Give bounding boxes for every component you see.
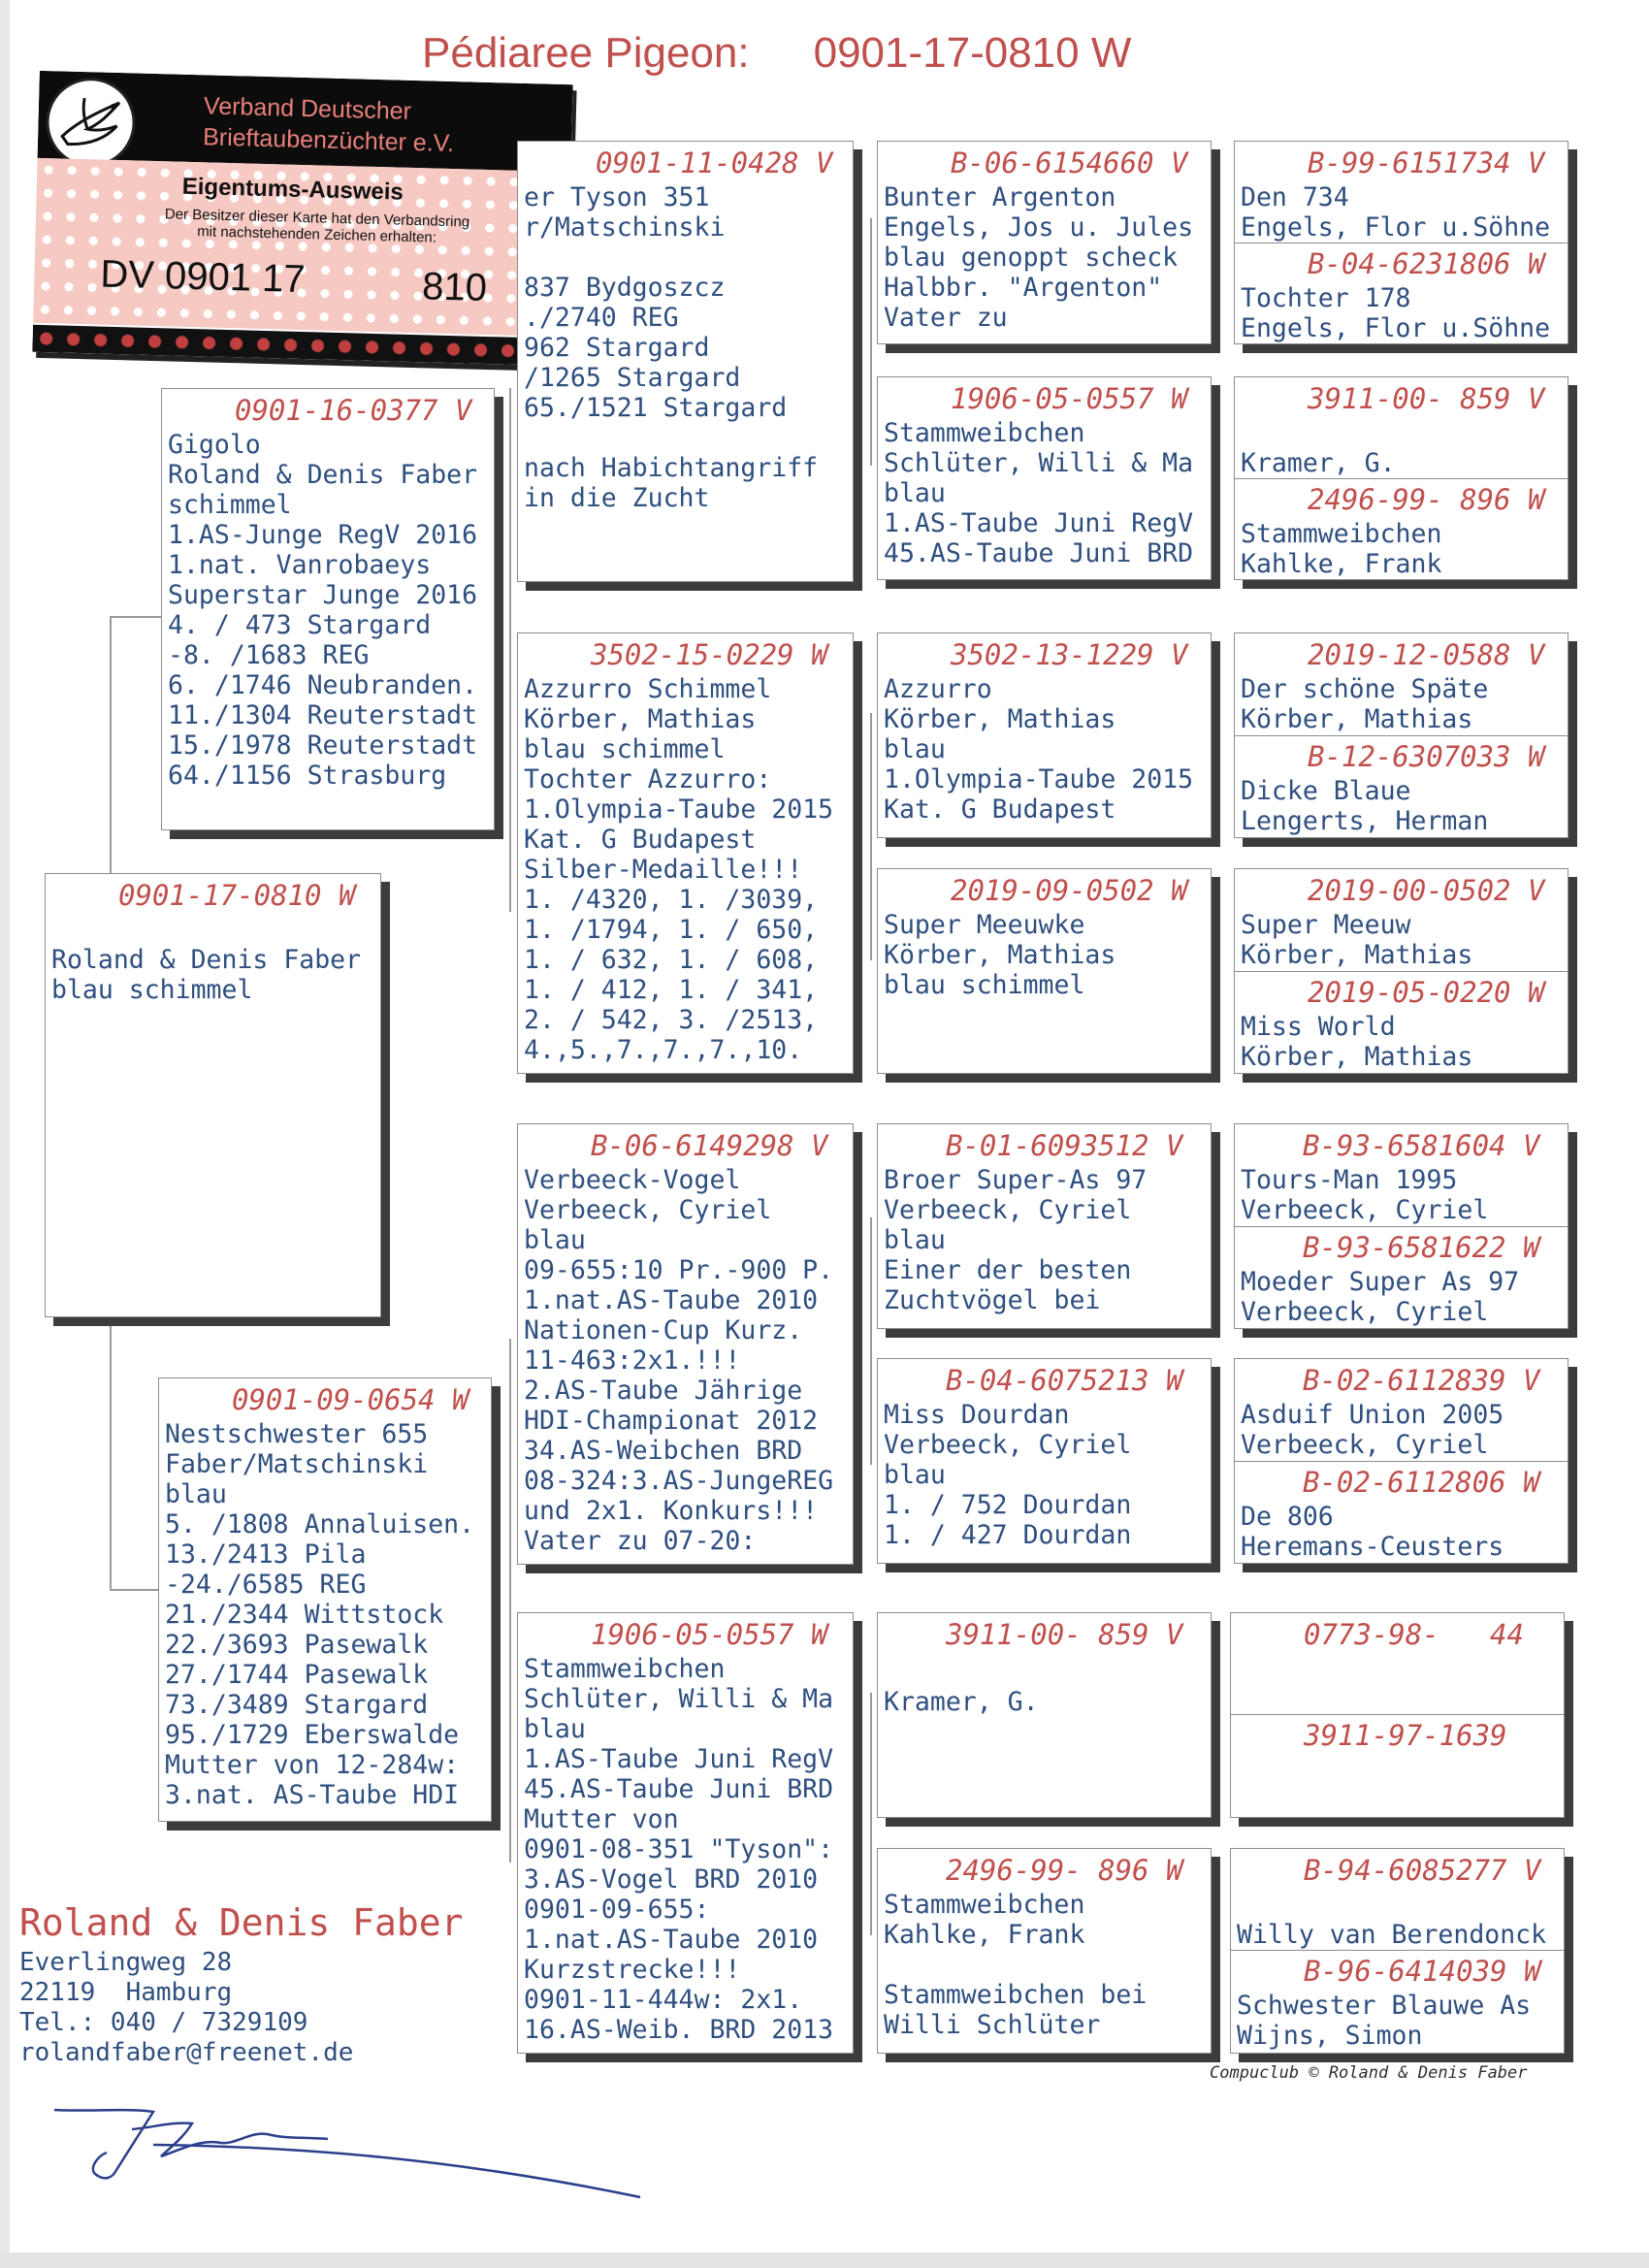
g4-top-ring-8: B-94-6085277 V bbox=[1304, 1854, 1541, 1887]
g3-box-3 bbox=[877, 632, 1212, 838]
g4-bottom-info-1: Tochter 178 Engels, Flor u.Söhne bbox=[1241, 283, 1551, 343]
fm-info: Azzurro Schimmel Körber, Mathias blau schimmel Tochter Azzurro: 1.Olympia-Taube 2015 Kat. G Budapest Silber-Medaille!!! 1. /4320, 1. /3039, 1. /1794, 1. / 650, 1. / 632, 1. / 608, 1. / 412, 1. / 341, 2. / 542, 3. /2513, 4.,5.,7.,7.,7.,10. bbox=[524, 674, 834, 1065]
g4-top-info-1: Den 734 Engels, Flor u.Söhne bbox=[1241, 182, 1551, 243]
g4-bottom-ring-8: B-96-6414039 W bbox=[1304, 1955, 1541, 1988]
ownership-card bbox=[32, 71, 572, 366]
card-number: 810 bbox=[421, 265, 488, 309]
g4-bottom-ring-3: B-12-6307033 W bbox=[1308, 740, 1545, 773]
g3-info-4: Super Meeuwke Körber, Mathias blau schimmel bbox=[884, 910, 1116, 1000]
g4-bottom-ring-1: B-04-6231806 W bbox=[1308, 247, 1545, 280]
g4-box-7 bbox=[1230, 1612, 1565, 1818]
pigeon-logo-icon bbox=[45, 77, 136, 168]
g4-top-info-2: Kramer, G. bbox=[1241, 448, 1396, 478]
g3-info-2: Stammweibchen Schlüter, Willi & Ma blau 1.AS-Taube Juni RegV 45.AS-Taube Juni BRD bbox=[884, 418, 1194, 568]
card-org bbox=[203, 90, 456, 159]
father-info: Gigolo Roland & Denis Faber schimmel 1.AS-Junge RegV 2016 1.nat. Vanrobaeys Superstar Junge 2016 4. / 473 Stargard -8. /1683 REG 6. /1746 Neubranden. 11./1304 Reuterstadt 15./1978 Reuterstadt 64./1156 Strasburg bbox=[168, 430, 478, 791]
mf-box bbox=[517, 1123, 854, 1565]
g3-ring-1: B-06-6154660 V bbox=[951, 146, 1188, 179]
g4-bottom-info-8: Schwester Blauwe As Wijns, Simon bbox=[1237, 1991, 1532, 2051]
scan-edge bbox=[0, 0, 10, 2268]
g4-top-info-3: Der schöne Späte Körber, Mathias bbox=[1241, 674, 1489, 734]
fm-ring: 3502-15-0229 W bbox=[591, 638, 828, 671]
g4-box-5 bbox=[1234, 1123, 1568, 1329]
card-text: Der Besitzer dieser Karte hat den Verbandsring mit nachstehenden Zeichen erhalten: bbox=[164, 206, 470, 246]
signature bbox=[47, 2100, 648, 2207]
page-title bbox=[422, 29, 1131, 78]
card-body bbox=[33, 158, 570, 337]
mf-ring: B-06-6149298 V bbox=[591, 1129, 828, 1162]
ff-ring: 0901-11-0428 V bbox=[596, 146, 833, 179]
g4-top-ring-1: B-99-6151734 V bbox=[1308, 146, 1545, 179]
connector-mf-vertical bbox=[870, 1217, 872, 1465]
g3-info-6: Miss Dourdan Verbeeck, Cyriel blau 1. / 752 Dourdan 1. / 427 Dourdan bbox=[884, 1400, 1132, 1550]
g4-bottom-ring-5: B-93-6581622 W bbox=[1303, 1231, 1540, 1264]
connector-fm-vertical bbox=[870, 713, 872, 960]
mm-box bbox=[517, 1612, 854, 2054]
g4-bottom-ring-6: B-02-6112806 W bbox=[1303, 1466, 1540, 1499]
g4-bottom-info-6: De 806 Heremans-Ceusters bbox=[1241, 1502, 1504, 1562]
g3-ring-7: 3911-00- 859 V bbox=[946, 1618, 1183, 1651]
g3-box-7 bbox=[877, 1612, 1212, 1818]
g4-box-6 bbox=[1234, 1358, 1568, 1564]
g4-top-info-5: Tours-Man 1995 Verbeeck, Cyriel bbox=[1241, 1165, 1489, 1225]
connector-ff-vertical bbox=[870, 218, 872, 466]
g4-top-ring-4: 2019-00-0502 V bbox=[1308, 874, 1545, 907]
g4-top-info-4: Super Meeuw Körber, Mathias bbox=[1241, 910, 1473, 970]
g3-box-8 bbox=[877, 1848, 1212, 2054]
g3-info-7: Kramer, G. bbox=[884, 1687, 1039, 1717]
g3-ring-2: 1906-05-0557 W bbox=[951, 382, 1188, 415]
g3-box-1 bbox=[877, 141, 1212, 344]
ff-box bbox=[517, 141, 854, 582]
g4-box-1 bbox=[1234, 141, 1568, 344]
owner-city: 22119 Hamburg bbox=[19, 1978, 233, 2007]
owner-email: rolandfaber@freenet.de bbox=[19, 2038, 354, 2067]
g4-box-2 bbox=[1234, 376, 1568, 580]
g3-info-8: Stammweibchen Kahlke, Frank Stammweibchen bei Willi Schlüter bbox=[884, 1890, 1148, 2040]
owner-street: Everlingweg 28 bbox=[19, 1948, 233, 1977]
connector-father-vertical bbox=[509, 388, 511, 912]
mother-ring: 0901-09-0654 W bbox=[232, 1383, 469, 1416]
card-heading: Eigentums-Ausweis bbox=[181, 173, 404, 206]
card-org-line1: Verband Deutscher bbox=[203, 92, 412, 125]
g3-box-2 bbox=[877, 376, 1212, 580]
father-ring: 0901-16-0377 V bbox=[235, 394, 472, 427]
g3-box-5 bbox=[877, 1123, 1212, 1329]
title-label: Pédiaree Pigeon: bbox=[422, 29, 750, 77]
connector-to-father bbox=[110, 616, 163, 618]
card-header bbox=[38, 71, 573, 172]
mm-ring: 1906-05-0557 W bbox=[591, 1618, 828, 1651]
connector-mother-vertical bbox=[509, 1339, 511, 1863]
g4-bottom-ring-2: 2496-99- 896 W bbox=[1308, 483, 1545, 516]
g3-ring-8: 2496-99- 896 W bbox=[946, 1854, 1183, 1887]
g4-divider-3 bbox=[1235, 735, 1568, 736]
g3-info-5: Broer Super-As 97 Verbeeck, Cyriel blau Einer der besten Zuchtvögel bei bbox=[884, 1165, 1148, 1315]
subject-info: Roland & Denis Faber blau schimmel bbox=[51, 945, 362, 1005]
subject-box bbox=[45, 873, 381, 1317]
g4-top-info-6: Asduif Union 2005 Verbeeck, Cyriel bbox=[1241, 1400, 1504, 1460]
title-ring: 0901-17-0810 W bbox=[813, 29, 1132, 77]
g4-divider-8 bbox=[1231, 1950, 1564, 1951]
g4-divider-7 bbox=[1231, 1714, 1564, 1715]
fm-box bbox=[517, 632, 854, 1074]
g4-bottom-ring-7: 3911-97-1639 bbox=[1304, 1719, 1507, 1752]
g4-bottom-info-5: Moeder Super As 97 Verbeeck, Cyriel bbox=[1241, 1267, 1520, 1327]
mf-info: Verbeeck-Vogel Verbeeck, Cyriel blau 09-655:10 Pr.-900 P. 1.nat.AS-Taube 2010 Nationen-Cup Kurz. 11-463:2x1.!!! 2.AS-Taube Jährige HDI-Championat 2012 34.AS-Weibchen BRD 08-324:3.AS-JungeREG und 2x1. Konkurs!!! Vater zu 07-20: bbox=[524, 1165, 834, 1556]
g4-top-ring-5: B-93-6581604 V bbox=[1303, 1129, 1540, 1162]
credit-line: Compuclub © Roland & Denis Faber bbox=[1210, 2063, 1528, 2083]
owner-name: Roland & Denis Faber bbox=[19, 1901, 464, 1944]
g3-ring-6: B-04-6075213 W bbox=[946, 1364, 1183, 1397]
mother-box bbox=[158, 1377, 492, 1822]
g3-info-1: Bunter Argenton Engels, Jos u. Jules blau genoppt scheck Halbbr. "Argenton" Vater zu bbox=[884, 182, 1194, 333]
g4-top-ring-6: B-02-6112839 V bbox=[1303, 1364, 1540, 1397]
g3-ring-5: B-01-6093512 V bbox=[946, 1129, 1183, 1162]
connector-mm-vertical bbox=[870, 1693, 872, 1935]
card-dv: DV 0901 17 bbox=[99, 252, 307, 302]
card-org-line2: Brieftaubenzüchter e.V. bbox=[202, 123, 455, 158]
g4-divider-6 bbox=[1235, 1461, 1568, 1462]
g4-top-ring-2: 3911-00- 859 V bbox=[1308, 382, 1545, 415]
connector-to-mother bbox=[110, 1589, 160, 1591]
g3-box-4 bbox=[877, 868, 1212, 1074]
g4-top-ring-7: 0773-98- 44 bbox=[1304, 1618, 1524, 1651]
g3-ring-3: 3502-13-1229 V bbox=[951, 638, 1188, 671]
g4-bottom-ring-4: 2019-05-0220 W bbox=[1308, 976, 1545, 1009]
g3-info-3: Azzurro Körber, Mathias blau 1.Olympia-Taube 2015 Kat. G Budapest bbox=[884, 674, 1194, 825]
g4-box-4 bbox=[1234, 868, 1568, 1074]
subject-ring: 0901-17-0810 W bbox=[118, 879, 356, 912]
g4-bottom-info-3: Dicke Blaue Lengerts, Herman bbox=[1241, 776, 1489, 836]
scan-bottom-edge bbox=[0, 2252, 1649, 2268]
owner-address bbox=[19, 1948, 353, 2068]
g4-box-8 bbox=[1230, 1848, 1565, 2054]
g3-box-6 bbox=[877, 1358, 1212, 1564]
g4-divider-4 bbox=[1235, 971, 1568, 972]
g4-bottom-info-4: Miss World Körber, Mathias bbox=[1241, 1012, 1473, 1072]
ff-info: er Tyson 351 r/Matschinski 837 Bydgoszcz ./2740 REG 962 Stargard /1265 Stargard 65./1521 Stargard nach Habichtangriff in die Zucht bbox=[524, 182, 819, 513]
mother-info: Nestschwester 655 Faber/Matschinski blau 5. /1808 Annaluisen. 13./2413 Pila -24./6585 REG 21./2344 Wittstock 22./3693 Pasewalk 27./1744 Pasewalk 73./3489 Stargard 95./1729 Eberswalde Mutter von 12-284w: 3.nat. AS-Taube HDI bbox=[165, 1419, 475, 1810]
g3-ring-4: 2019-09-0502 W bbox=[951, 874, 1188, 907]
g4-top-info-8: Willy van Berendonck bbox=[1237, 1920, 1547, 1950]
g4-divider-2 bbox=[1235, 478, 1568, 479]
father-box bbox=[161, 388, 495, 830]
g4-divider-5 bbox=[1235, 1226, 1568, 1227]
g4-top-ring-3: 2019-12-0588 V bbox=[1308, 638, 1545, 671]
g4-box-3 bbox=[1234, 632, 1568, 838]
g4-bottom-info-2: Stammweibchen Kahlke, Frank bbox=[1241, 519, 1442, 579]
mm-info: Stammweibchen Schlüter, Willi & Ma blau 1.AS-Taube Juni RegV 45.AS-Taube Juni BRD Mutter von 0901-08-351 "Tyson": 3.AS-Vogel BRD 2010 0901-09-655: 1.nat.AS-Taube 2010 Kurzstrecke!!! 0901-11-444w: 2x1. 16.AS-Weib. BRD 2013 bbox=[524, 1654, 834, 2045]
owner-tel: Tel.: 040 / 7329109 bbox=[19, 2008, 308, 2037]
